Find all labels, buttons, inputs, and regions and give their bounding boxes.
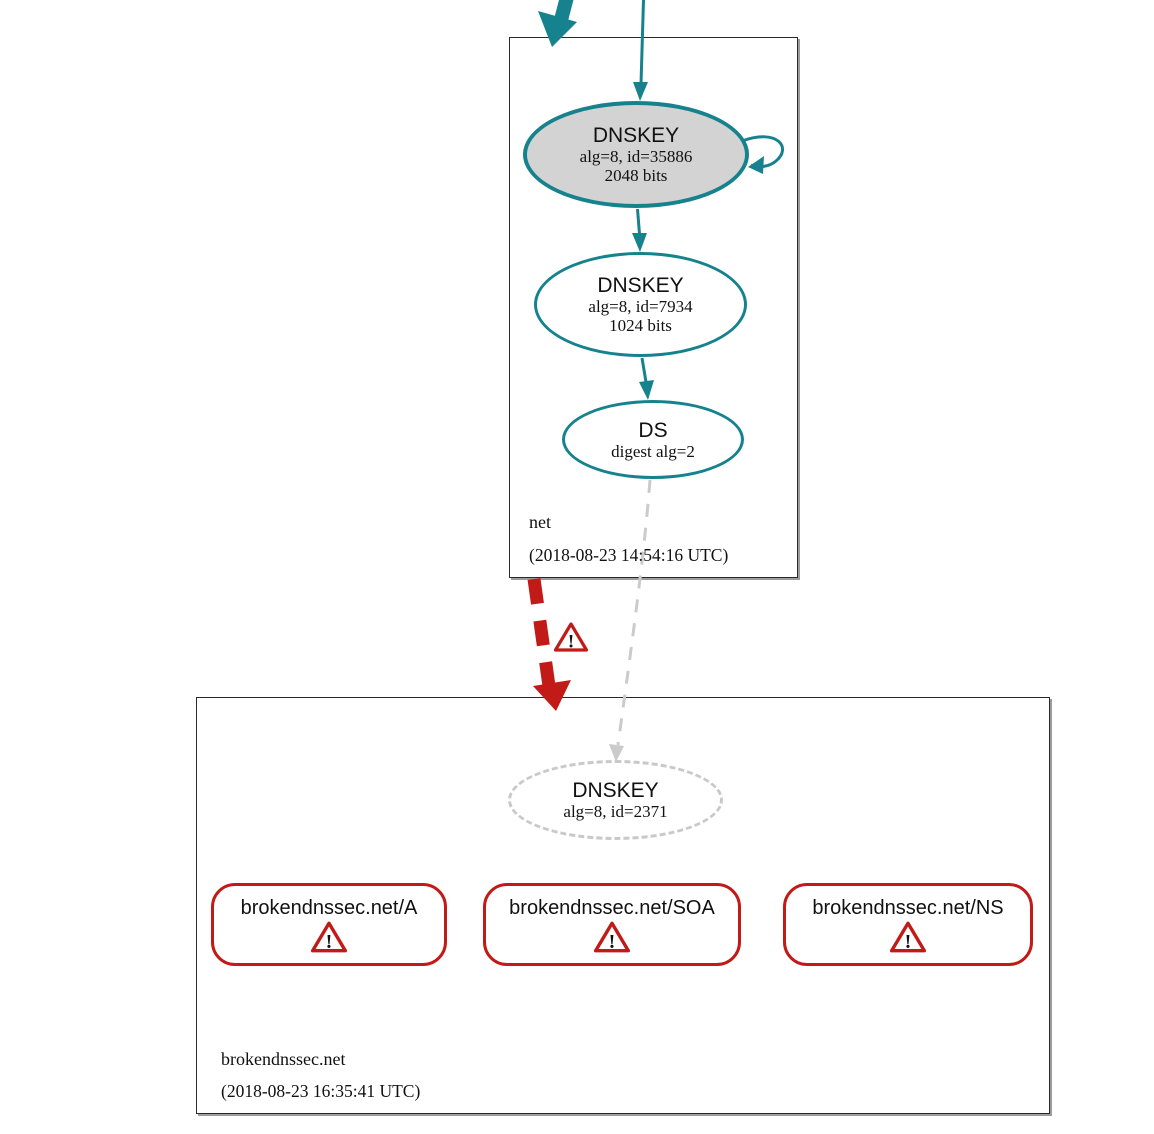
net-ksk-dnskey-node[interactable]: [523, 101, 749, 208]
node-title: DNSKEY: [592, 124, 680, 147]
svg-text:!: !: [904, 931, 912, 954]
rrset-label: brokendnssec.net/A: [240, 897, 418, 919]
node-detail: digest alg=2: [611, 441, 695, 461]
rrset-warning-icon: [593, 920, 631, 959]
net-zsk-dnskey-node[interactable]: [534, 252, 747, 357]
node-title: DS: [638, 418, 668, 442]
rrset-label: brokendnssec.net/SOA: [509, 897, 715, 919]
rrset-soa-node[interactable]: [483, 883, 741, 966]
child-zone-label: brokendnssec.net: [221, 1049, 346, 1069]
node-detail: 1024 bits: [609, 316, 672, 335]
node-detail: alg=8, id=7934: [588, 297, 693, 316]
rrset-warning-icon: [889, 920, 927, 959]
node-title: DNSKEY: [597, 274, 684, 297]
rrset-label: brokendnssec.net/NS: [812, 897, 1004, 919]
rrset-ns-node[interactable]: [783, 883, 1033, 966]
svg-text:!: !: [608, 931, 616, 954]
node-detail: 2048 bits: [604, 166, 668, 185]
rrset-warning-icon: [310, 920, 348, 959]
svg-text:!: !: [567, 631, 575, 653]
delegation-warning-icon: [553, 621, 589, 658]
net-zone-label: net: [529, 512, 551, 532]
node-title: DNSKEY: [572, 779, 659, 802]
rrset-a-node[interactable]: [211, 883, 447, 966]
node-detail: alg=8, id=35886: [579, 147, 693, 166]
node-detail: alg=8, id=2371: [563, 802, 668, 821]
svg-text:!: !: [325, 931, 333, 954]
child-zone-timestamp: (2018-08-23 16:35:41 UTC): [221, 1081, 421, 1101]
child-dnskey-node[interactable]: [508, 760, 723, 840]
net-ds-node[interactable]: [562, 400, 744, 479]
net-zone-timestamp: (2018-08-23 14:54:16 UTC): [529, 545, 729, 565]
